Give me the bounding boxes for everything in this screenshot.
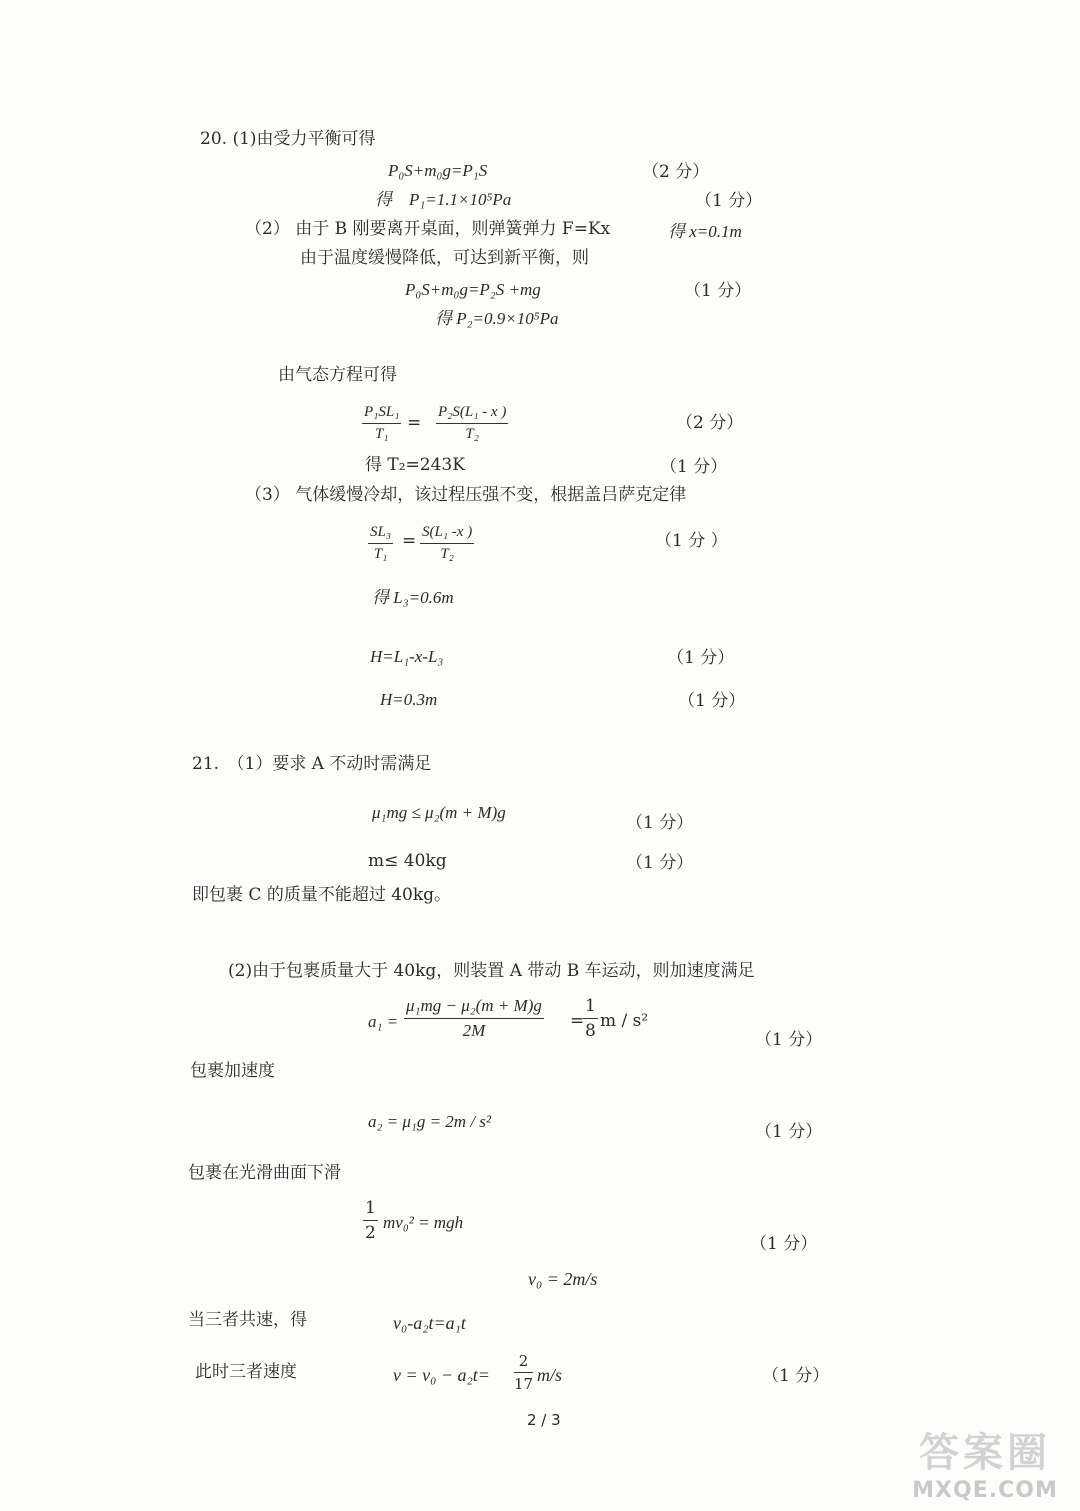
q20-eq3: P₀S+m₀g=P₂S +mg <box>405 280 541 299</box>
q20-t2: 得 T₂=243K <box>365 455 465 475</box>
q21-mass-limit-score: （1 分） <box>626 853 694 873</box>
q20-h-value: H=0.3m <box>380 690 438 709</box>
q21-energy-half: $\frac{1}{2}$ <box>365 1198 376 1243</box>
q21-mass-limit: m≤ 40kg <box>368 851 447 871</box>
q21-a1-score: （1 分） <box>755 1030 823 1050</box>
q20-eq4: 得 P₂=0.9×10⁵Pa <box>435 309 559 328</box>
page-number: 2 / 3 <box>527 1411 561 1429</box>
q21-final-speed-text: 此时三者速度 <box>195 1362 297 1382</box>
q20-h-equation: H=L₁-x-L₃ <box>370 647 444 666</box>
q20-h-value-score: （1 分） <box>678 691 746 711</box>
q20-fraction1-score: （2 分） <box>676 413 744 433</box>
watermark-logo-text: 答案圈 <box>919 1430 1051 1476</box>
q21-slide-text: 包裹在光滑曲面下滑 <box>188 1163 341 1183</box>
q20-t2-score: （1 分） <box>660 457 728 477</box>
q21-package-acceleration: 包裹加速度 <box>190 1061 275 1081</box>
q21-a1-unit: m / s² <box>600 1011 649 1031</box>
q20-fraction2-equals: = <box>402 531 417 551</box>
q20-eq2: 得 P₁=1.1×10⁵Pa <box>375 190 512 209</box>
watermark-url: MXQE.COM <box>912 1478 1058 1503</box>
q20-gas-law: 由气态方程可得 <box>278 365 397 385</box>
q21-v0: v₀ = 2m/s <box>528 1269 598 1289</box>
q20-part3-text: （3） 气体缓慢冷却，该过程压强不变，根据盖吕萨克定律 <box>245 485 687 505</box>
q21-inequality-score: （1 分） <box>626 813 694 833</box>
q21-part2-text: (2)由于包裹质量大于 40kg，则装置 A 带动 B 车运动，则加速度满足 <box>228 961 755 981</box>
q21-final-speed-fraction: $\frac{2}{17}$ <box>514 1352 534 1393</box>
q21-a1-fraction: $\frac{\text{μ₁mg − μ₂(m + M)g}}{2M}$ <box>406 996 542 1040</box>
q21-a2: a₂ = μ₁g = 2m / s² <box>368 1112 492 1131</box>
q21-title: 21. （1）要求 A 不动时需满足 <box>192 754 432 774</box>
q20-fraction1-right: $\frac{\text{P₂S(L₁ - x )}}{\text{T₂}}$ <box>438 404 507 442</box>
q21-final-speed-equation: v = v₀ − a₂t= <box>393 1365 490 1385</box>
q20-eq3-score: （1 分） <box>684 281 752 301</box>
watermark-logo <box>910 1421 1060 1503</box>
q21-common-speed-text: 当三者共速，得 <box>188 1310 307 1330</box>
q21-a1-equals: = <box>570 1011 585 1031</box>
q21-inequality: μ₁mg ≤ μ₂(m + M)g <box>372 803 506 822</box>
q21-energy-score: （1 分） <box>750 1234 818 1254</box>
q20-eq2-score: （1 分） <box>695 191 763 211</box>
q20-fraction1-equals: = <box>407 413 422 433</box>
q20-fraction2-left: $\frac{\text{SL₃}}{\text{T₁}}$ <box>370 524 392 562</box>
q21-energy-equation: mv₀² = mgh <box>383 1213 464 1232</box>
q21-final-speed-unit: m/s <box>537 1365 563 1385</box>
q21-final-speed-score: （1 分） <box>762 1366 830 1386</box>
q20-fraction2-score: （1 分 ） <box>655 531 728 551</box>
q20-fraction2-right: $\frac{\text{S(L₁ -x )}}{\text{T₂}}$ <box>422 524 473 562</box>
q20-l3: 得 L₃=0.6m <box>372 588 454 607</box>
q21-common-speed-equation: v₀-a₂t=a₁t <box>393 1313 466 1333</box>
q21-a1-value-fraction: $\frac{1}{8}$ <box>585 996 596 1041</box>
q20-fraction1-left: $\frac{\text{P₁SL₁}}{\text{T₁}}$ <box>364 404 400 442</box>
q20-eq1: P₀S+m₀g=P₁S <box>388 161 488 180</box>
q20-part2-result: 得 x=0.1m <box>668 222 742 241</box>
q20-title: 20. (1)由受力平衡可得 <box>200 129 376 149</box>
q20-part2-text: （2） 由于 B 刚要离开桌面，则弹簧弹力 F=Kx <box>245 219 611 239</box>
q20-eq1-score: （2 分） <box>642 162 710 182</box>
q21-a2-score: （1 分） <box>755 1122 823 1142</box>
q20-part2-line2: 由于温度缓慢降低，可达到新平衡，则 <box>300 248 589 268</box>
q21-conclusion: 即包裹 C 的质量不能超过 40kg。 <box>192 885 452 905</box>
q20-h-equation-score: （1 分） <box>667 648 735 668</box>
q21-a1-lhs: a₁ = <box>368 1012 399 1031</box>
